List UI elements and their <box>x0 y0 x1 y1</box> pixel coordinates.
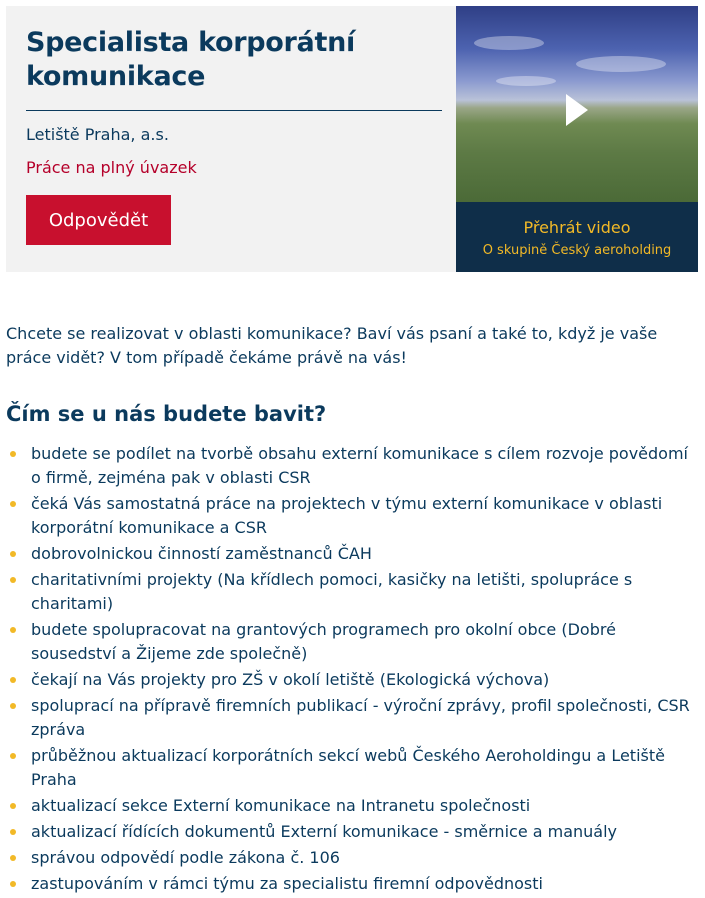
list-item-text: aktualizací sekce Externí komunikace na Intranetu společnosti <box>31 796 531 815</box>
cloud-shape <box>496 76 556 86</box>
bullet-icon <box>10 753 16 759</box>
bullet-icon <box>10 677 16 683</box>
bullet-icon <box>10 501 16 507</box>
bullet-icon <box>10 855 16 861</box>
list-item <box>6 442 700 490</box>
company-name: Letiště Praha, a.s. <box>26 125 169 144</box>
list-item-text: charitativními projekty (Na křídlech pomoci, kasičky na letišti, spolupráce s charitami) <box>31 570 633 613</box>
video-caption[interactable] <box>456 202 698 272</box>
list-item <box>6 492 700 540</box>
video-panel[interactable] <box>456 6 698 272</box>
bullet-icon <box>10 577 16 583</box>
list-item-text: průběžnou aktualizací korporátních sekcí webů Českého Aeroholdingu a Letiště Praha <box>31 746 665 789</box>
intro-text: Chcete se realizovat v oblasti komunikace? Baví vás psaní a také to, když je vaše práce vidět? V tom případě čekáme právě na vás! <box>6 324 658 367</box>
bullet-icon <box>10 829 16 835</box>
list-item-text: budete se podílet na tvorbě obsahu externí komunikace s cílem rozvoje povědomí o firmě, zejména pak v oblasti CSR <box>31 444 688 487</box>
list-item-text: aktualizací řídících dokumentů Externí komunikace - směrnice a manuály <box>31 822 618 841</box>
task-list <box>6 442 700 898</box>
list-item <box>6 542 700 566</box>
list-item-text: čekají na Vás projekty pro ZŠ v okolí letiště (Ekologická výchova) <box>31 670 550 689</box>
apply-button[interactable]: Odpovědět <box>26 195 171 245</box>
list-item <box>6 618 700 666</box>
list-item-text: správou odpovědí podle zákona č. 106 <box>31 848 340 867</box>
job-info <box>26 26 442 245</box>
title-divider <box>26 110 442 111</box>
bullet-icon <box>10 627 16 633</box>
list-item <box>6 744 700 792</box>
list-item <box>6 794 700 818</box>
bullet-icon <box>10 551 16 557</box>
list-item-text: zastupováním v rámci týmu za specialistu firemní odpovědnosti <box>31 874 543 893</box>
list-item <box>6 820 700 844</box>
list-item-text: budete spolupracovat na grantových programech pro okolní obce (Dobré sousedství a Žijeme zde společně) <box>31 620 616 663</box>
video-thumbnail[interactable] <box>456 6 698 202</box>
bullet-icon <box>10 881 16 887</box>
bullet-icon <box>10 451 16 457</box>
bullet-icon <box>10 803 16 809</box>
bullet-icon <box>10 703 16 709</box>
list-item <box>6 568 700 616</box>
list-item-text: spoluprací na přípravě firemních publikací - výroční zprávy, profil společnosti, CSR zpráva <box>31 696 690 739</box>
job-header <box>6 6 698 272</box>
list-item <box>6 872 700 896</box>
list-item <box>6 668 700 692</box>
video-subtitle: O skupině Český aeroholding <box>482 243 672 258</box>
list-item-text: čeká Vás samostatná práce na projektech v týmu externí komunikace v oblasti korporátní komunikace a CSR <box>31 494 663 537</box>
cloud-shape <box>576 56 666 72</box>
list-item <box>6 846 700 870</box>
section-title: Čím se u nás budete bavit? <box>6 402 327 426</box>
list-item-text: dobrovolnickou činností zaměstnanců ČAH <box>31 544 372 563</box>
play-icon[interactable] <box>566 94 588 126</box>
job-type: Práce na plný úvazek <box>26 158 197 177</box>
job-title: Specialista korporátní komunikace <box>26 27 355 92</box>
play-video-link[interactable]: Přehrát video <box>523 218 631 237</box>
cloud-shape <box>474 36 544 50</box>
list-item <box>6 694 700 742</box>
